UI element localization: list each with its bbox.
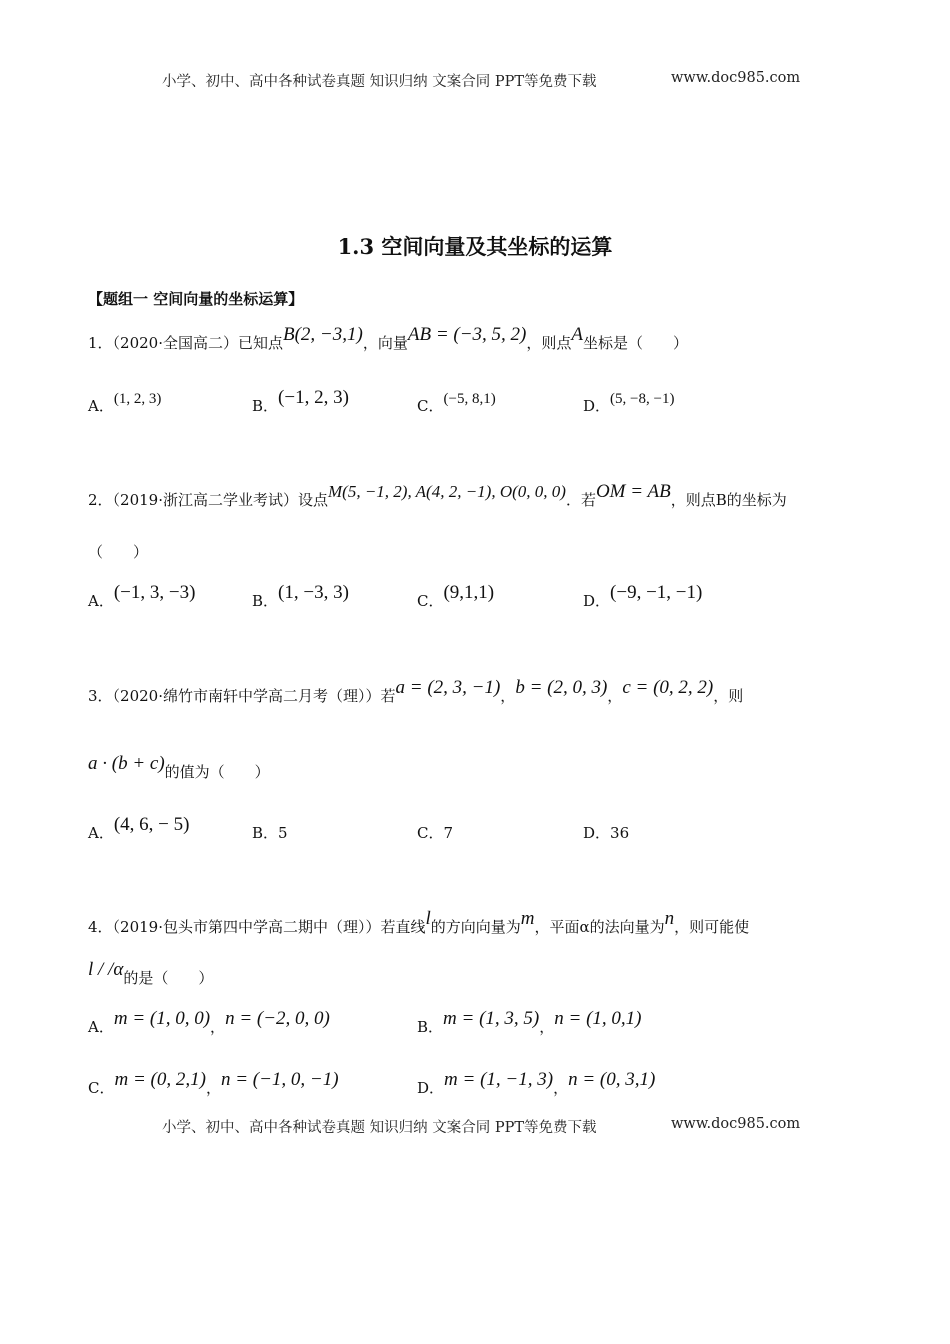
q4-option-d[interactable] xyxy=(417,1069,656,1099)
option-label: D． xyxy=(583,592,611,610)
q3-option-a[interactable] xyxy=(88,814,190,844)
q4-tail2: 的是（ ） xyxy=(123,969,214,987)
question-3 xyxy=(88,677,744,706)
q3-line2 xyxy=(88,753,270,782)
q3-expression: a · (b + c) xyxy=(88,753,165,774)
option-n: n = (1, 0,1) xyxy=(554,1008,642,1029)
q1-source: （2020·全国高二）已知点 xyxy=(112,334,283,352)
q3-option-d[interactable] xyxy=(583,822,629,843)
q1-option-d[interactable] xyxy=(583,391,675,416)
q2-option-d[interactable] xyxy=(583,582,703,612)
q2-tail: ，则点B的坐标为 xyxy=(670,491,787,509)
question-2 xyxy=(88,481,787,510)
q3-tail: ，则 xyxy=(713,687,744,705)
footer-url[interactable]: www.doc985.com xyxy=(671,1116,801,1132)
q3-source: （2020·绵竹市南轩中学高二月考（理））若 xyxy=(112,687,396,705)
option-label: C． xyxy=(417,397,444,415)
option-label: B． xyxy=(252,397,279,415)
option-label: A． xyxy=(88,1018,114,1036)
page-footer xyxy=(162,1116,597,1137)
option-m: m = (1, −1, 3) xyxy=(444,1069,554,1090)
q3-option-c[interactable] xyxy=(417,822,453,843)
q1-mid: ，向量 xyxy=(362,334,408,352)
q3-sep2: ， xyxy=(607,687,623,705)
group-heading: 【题组一 空间向量的坐标运算】 xyxy=(88,290,304,308)
footer-text: 小学、初中、高中各种试卷真题 知识归纳 文案合同 PPT等免费下载 xyxy=(162,1120,597,1136)
q4-vector-m: m xyxy=(520,908,535,929)
header-text: 小学、初中、高中各种试卷真题 知识归纳 文案合同 PPT等免费下载 xyxy=(162,74,597,90)
question-4 xyxy=(88,908,750,937)
option-m: m = (1, 3, 5) xyxy=(443,1008,540,1029)
option-value: (5, −8, −1) xyxy=(610,391,675,407)
q1-point-a: A xyxy=(571,324,583,345)
q1-number: 1． xyxy=(88,334,113,352)
q4-mid2: ，平面α的法向量为 xyxy=(534,918,665,936)
q3-vector-a: a = (2, 3, −1) xyxy=(395,677,501,698)
option-sep: ， xyxy=(539,1018,555,1036)
option-value: (9,1,1) xyxy=(443,582,495,603)
q3-vector-c: c = (0, 2, 2) xyxy=(622,677,714,698)
q1-option-c[interactable] xyxy=(417,391,496,416)
question-1 xyxy=(88,324,689,353)
q2-option-c[interactable] xyxy=(417,582,495,612)
option-label: C． xyxy=(417,592,444,610)
q2-equation: OM = AB xyxy=(595,481,671,502)
option-label: B． xyxy=(417,1018,444,1036)
q4-mid: 的方向向量为 xyxy=(430,918,521,936)
option-value: 36 xyxy=(610,824,630,842)
q4-vector-n: n xyxy=(664,908,675,929)
option-sep: ， xyxy=(210,1018,226,1036)
option-n: n = (−1, 0, −1) xyxy=(220,1069,339,1090)
q4-option-c[interactable] xyxy=(88,1069,339,1099)
option-value: 7 xyxy=(443,824,454,842)
q1-option-b[interactable] xyxy=(252,387,349,417)
q4-source: （2019·包头市第四中学高二期中（理））若直线 xyxy=(112,918,426,936)
option-label: D． xyxy=(583,397,611,415)
q4-line2 xyxy=(88,959,214,988)
option-m: m = (0, 2,1) xyxy=(114,1069,206,1090)
q4-tail: ，则可能使 xyxy=(674,918,750,936)
q2-paren: （ ） xyxy=(88,543,149,561)
option-value: 5 xyxy=(278,824,288,842)
option-label: A． xyxy=(88,824,114,842)
option-label: A． xyxy=(88,397,114,415)
option-sep: ， xyxy=(205,1079,221,1097)
option-label: A． xyxy=(88,592,114,610)
option-label: C． xyxy=(417,824,444,842)
option-label: D． xyxy=(417,1079,445,1097)
page-title: 1.3 空间向量及其坐标的运算 xyxy=(337,234,613,259)
q4-condition: l / /α xyxy=(88,959,124,980)
q3-sep1: ， xyxy=(500,687,516,705)
option-value: (−1, 2, 3) xyxy=(278,387,349,408)
q1-vector-ab: AB = (−3, 5, 2) xyxy=(407,324,527,345)
q3-vector-b: b = (2, 0, 3) xyxy=(515,677,608,698)
q2-points: M(5, −1, 2), A(4, 2, −1), O(0, 0, 0) xyxy=(328,482,566,501)
q2-source: （2019·浙江高二学业考试）设点 xyxy=(112,491,328,509)
option-n: n = (0, 3,1) xyxy=(568,1069,656,1090)
option-m: m = (1, 0, 0) xyxy=(113,1008,211,1029)
q4-option-b[interactable] xyxy=(417,1008,642,1038)
option-value: (−9, −1, −1) xyxy=(610,582,703,603)
q1-option-a[interactable] xyxy=(88,391,162,416)
q1-point-b: B(2, −3,1) xyxy=(283,324,363,345)
q3-tail2: 的值为（ ） xyxy=(164,763,270,781)
header-url[interactable]: www.doc985.com xyxy=(671,70,801,86)
option-label: C． xyxy=(88,1079,115,1097)
q3-number: 3． xyxy=(88,687,113,705)
option-sep: ， xyxy=(553,1079,569,1097)
option-value: (1, 2, 3) xyxy=(113,391,162,407)
option-value: (−1, 3, −3) xyxy=(113,582,196,603)
q4-line-l: l xyxy=(425,908,431,929)
option-value: (−5, 8,1) xyxy=(443,391,496,407)
q3-option-b[interactable] xyxy=(252,822,288,843)
q2-option-a[interactable] xyxy=(88,582,196,612)
option-label: B． xyxy=(252,592,279,610)
q2-mid: ．若 xyxy=(565,491,596,509)
option-n: n = (−2, 0, 0) xyxy=(225,1008,330,1029)
page-header xyxy=(162,70,597,91)
q4-option-a[interactable] xyxy=(88,1008,330,1038)
q1-tail: 坐标是（ ） xyxy=(583,334,689,352)
option-value: (1, −3, 3) xyxy=(278,582,349,603)
option-label: B． xyxy=(252,824,279,842)
q1-mid2: ，则点 xyxy=(526,334,572,352)
q2-option-b[interactable] xyxy=(252,582,349,612)
q4-number: 4． xyxy=(88,918,113,936)
option-label: D． xyxy=(583,824,611,842)
q2-number: 2． xyxy=(88,491,113,509)
option-value: (4, 6, − 5) xyxy=(113,814,190,835)
